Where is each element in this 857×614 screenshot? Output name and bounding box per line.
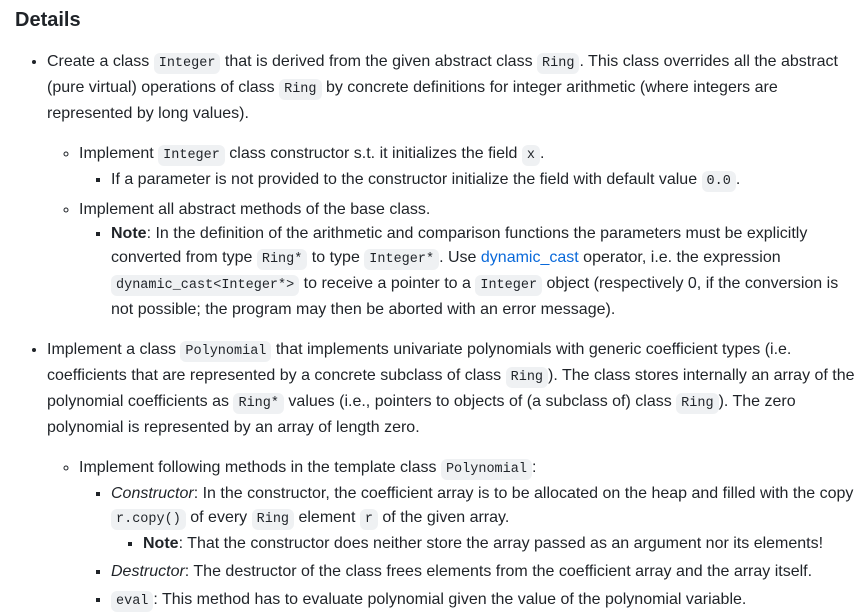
- list-item-default-value: ▪ If a parameter is not provided to the constructor initialize the field with default value 0.0 .: [111, 168, 857, 194]
- list-item-integer-class: • Create a class Integer that is derived from the given abstract class Ring . This class overrides all the abstract (pure virtual) operations of class Ring by concrete definitions for integer arithmetic (where integers are represented by long values). ◦ Implement Integer class constructor s.t. it initializes the field x . ▪ If a parameter is not provided to the constructor initialize the field with default value 0.0 . ◦ Implement all abstract methods of the base class. ▪ Note: In the definition of the arithmetic and comparison functions the parameters must be explicitly converted from type Ring* to type Integer* . Use dynamic_cast operator, i.e. the expression dynamic_cast<Integer*> to receive a pointer to a Integer object (respectively 0, if the conversion is not possible; the program may then be aborted with an error message).: [47, 50, 857, 322]
- list-item-methods: ◦ Implement following methods in the template class Polynomial : ▪ Constructor: In the constructor, the coefficient array is to be allocated on the heap and filled with the copy r.copy() of every Ring element r of the given array. ▪ Note: That the constructor does neither store the array passed as an argument nor its elements! ▪ Destructor: The destructor of the class frees elements from the coefficient array and the array itself. ▪ eval : This method has to evaluate polynomial given the value of the polynomial variable.: [79, 456, 857, 614]
- polynomial-sublist: [47, 456, 857, 614]
- list-item-ctor: ▪ Constructor: In the constructor, the coefficient array is to be allocated on the heap and filled with the copy r.copy() of every Ring element r of the given array. ▪ Note: That the constructor does neither store the array passed as an argument nor its elements!: [111, 482, 857, 556]
- code-integer: Integer: [158, 145, 225, 166]
- ctor-sublist: [111, 532, 857, 556]
- destructor-label: Destructor: [111, 563, 185, 580]
- code-eval: eval: [111, 591, 153, 612]
- code-dynamic-cast: dynamic_cast<Integer*>: [111, 275, 299, 296]
- list-item-ctor-note: ▪ Note: That the constructor does neither store the array passed as an argument nor its elements!: [143, 532, 857, 556]
- code-ring: Ring: [279, 79, 321, 100]
- code-integer: Integer: [475, 275, 542, 296]
- constructor-sublist: [79, 168, 857, 194]
- list-item-polynomial-class: • Implement a class Polynomial that implements univariate polynomials with generic coefficient types (i.e. coefficients that are represented by a concrete subclass of class Ring ). The class stores internally an array of the polynomial coefficients as Ring* values (i.e., pointers to objects of (a subclass of) class Ring ). The zero polynomial is represented by an array of length zero. ◦ Implement following methods in the template class Polynomial : ▪ Constructor: In the constructor, the coefficient array is to be allocated on the heap and filled with the copy r.copy() of every Ring element r of the given array. ▪ Note: That the constructor does neither store the array passed as an argument nor its elements! ▪ Destructor: The destructor of the class frees elements from the coefficient array and the array itself. ▪ eval : This method has to evaluate polynomial given the value of the polynomial variable.: [47, 338, 857, 614]
- integer-sublist: [47, 142, 857, 322]
- section-heading: Details: [15, 9, 81, 31]
- code-ring: Ring: [252, 509, 294, 530]
- list-item-eval: ▪ eval : This method has to evaluate polynomial given the value of the polynomial variable.: [111, 588, 857, 614]
- list-item-abstract-methods: ◦ Implement all abstract methods of the base class. ▪ Note: In the definition of the arithmetic and comparison functions the parameters must be explicitly converted from type Ring* to type Integer* . Use dynamic_cast operator, i.e. the expression dynamic_cast<Integer*> to receive a pointer to a Integer object (respectively 0, if the conversion is not possible; the program may then be aborted with an error message).: [79, 198, 857, 322]
- requirements-list: [15, 50, 857, 614]
- code-ring: Ring: [537, 53, 579, 74]
- note-label: Note: [111, 225, 147, 242]
- constructor-label: Constructor: [111, 485, 194, 502]
- code-integer-ptr: Integer*: [364, 249, 439, 270]
- list-item-note: ▪ Note: In the definition of the arithmetic and comparison functions the parameters must be explicitly converted from type Ring* to type Integer* . Use dynamic_cast operator, i.e. the expression dynamic_cast<Integer*> to receive a pointer to a Integer object (respectively 0, if the conversion is not possible; the program may then be aborted with an error message).: [111, 222, 857, 322]
- code-ring-ptr: Ring*: [233, 393, 284, 414]
- list-item-constructor: ◦ Implement Integer class constructor s.t. it initializes the field x . ▪ If a parameter is not provided to the constructor initialize the field with default value 0.0 .: [79, 142, 857, 194]
- code-r: r: [360, 509, 378, 530]
- code-integer: Integer: [154, 53, 221, 74]
- code-default: 0.0: [702, 171, 736, 192]
- code-polynomial: Polynomial: [180, 341, 271, 362]
- code-x: x: [522, 145, 540, 166]
- code-ring: Ring: [676, 393, 718, 414]
- methods-sublist: [79, 482, 857, 614]
- code-ring-ptr: Ring*: [257, 249, 308, 270]
- dynamic-cast-link[interactable]: dynamic_cast: [480, 249, 579, 266]
- code-r-copy: r.copy(): [111, 509, 186, 530]
- code-polynomial: Polynomial: [441, 459, 532, 480]
- list-item-dtor: ▪ Destructor: The destructor of the class frees elements from the coefficient array and the array itself.: [111, 560, 857, 584]
- code-ring: Ring: [506, 367, 548, 388]
- note-label: Note: [143, 535, 179, 552]
- abstract-sublist: [79, 222, 857, 322]
